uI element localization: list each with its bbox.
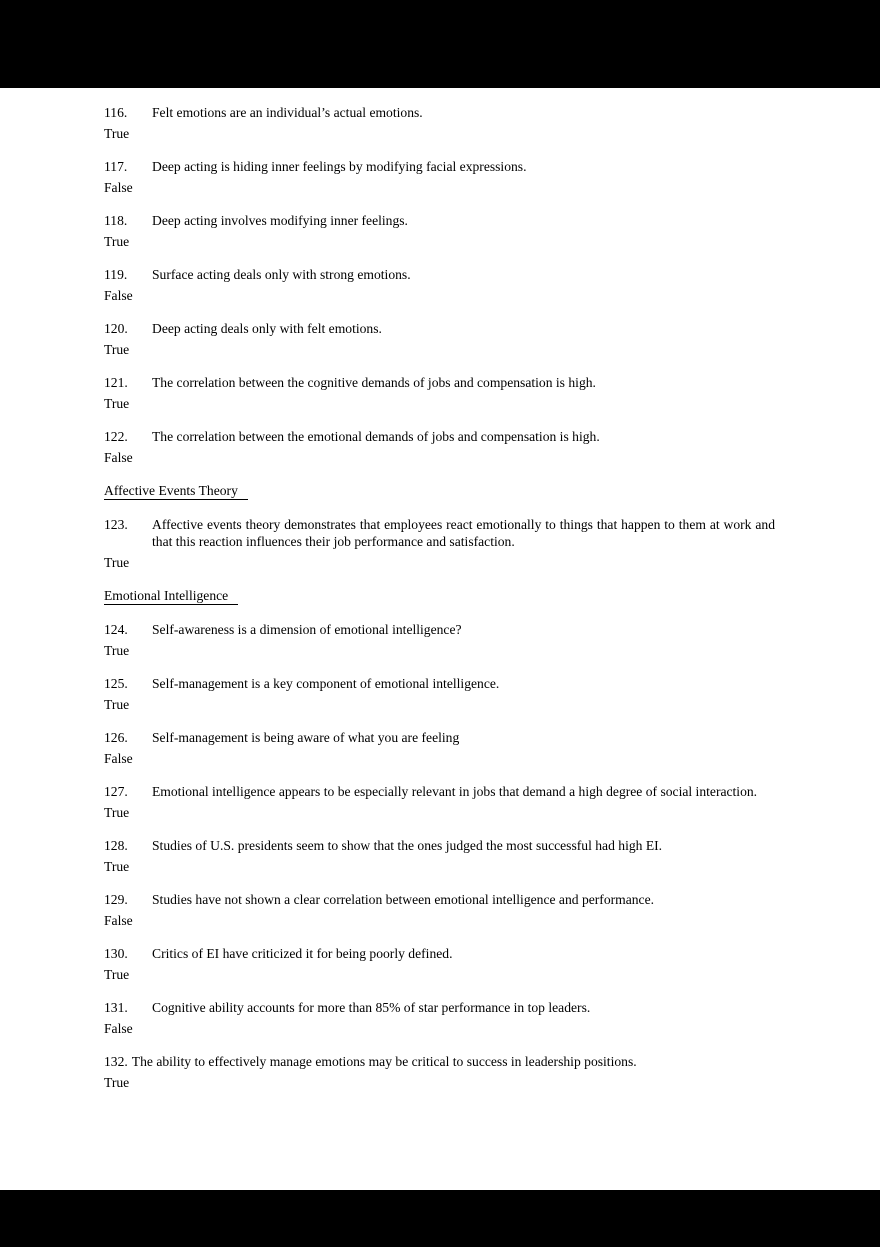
- answer-text: False: [104, 751, 133, 766]
- answer-text: False: [104, 1021, 133, 1036]
- answer-text: True: [104, 555, 130, 570]
- question-line: [104, 1053, 775, 1070]
- question-line: [104, 837, 775, 854]
- question-text: Deep acting is hiding inner feelings by modifying facial expressions.: [152, 159, 527, 174]
- question-line: [104, 891, 775, 908]
- question-item: [104, 158, 775, 196]
- question-text: The correlation between the emotional demands of jobs and compensation is high.: [152, 429, 600, 444]
- question-text: Self-management is being aware of what you are feeling: [152, 730, 460, 745]
- question-text: Surface acting deals only with strong emotions.: [152, 267, 411, 282]
- question-item: [104, 320, 775, 358]
- question-item: [104, 999, 775, 1037]
- answer-text: True: [104, 859, 130, 874]
- question-text: Deep acting involves modifying inner feelings.: [152, 213, 408, 228]
- question-item: [104, 891, 775, 929]
- question-number: 130.: [104, 946, 128, 961]
- question-line: [104, 945, 775, 962]
- question-item: [104, 837, 775, 875]
- question-number: 116.: [104, 105, 128, 120]
- question-text: The correlation between the cognitive demands of jobs and compensation is high.: [152, 375, 596, 390]
- section-heading-block: [104, 587, 775, 605]
- question-line: [104, 999, 775, 1016]
- question-number: 122.: [104, 429, 128, 444]
- question-item: [104, 428, 775, 466]
- question-text: Studies of U.S. presidents seem to show that the ones judged the most successful had high EI.: [152, 838, 663, 853]
- question-line: [104, 158, 775, 175]
- question-text: Felt emotions are an individual’s actual emotions.: [152, 105, 423, 120]
- question-text: The ability to effectively manage emotions may be critical to success in leadership positions.: [131, 1054, 637, 1069]
- answer-text: True: [104, 805, 130, 820]
- question-line: [104, 428, 775, 445]
- answer-text: False: [104, 180, 133, 195]
- question-text: Self-management is a key component of emotional intelligence.: [152, 676, 500, 691]
- question-line: [104, 266, 775, 283]
- question-item: [104, 266, 775, 304]
- question-line: [104, 783, 775, 800]
- question-item: [104, 104, 775, 142]
- question-number: 128.: [104, 838, 128, 853]
- answer-text: False: [104, 288, 133, 303]
- question-item: [104, 516, 775, 571]
- question-number: 123.: [104, 517, 128, 532]
- question-number: 121.: [104, 375, 128, 390]
- question-number: 131.: [104, 1000, 128, 1015]
- question-item: [104, 729, 775, 767]
- question-line: [104, 320, 775, 337]
- answer-text: True: [104, 342, 130, 357]
- question-line: [104, 212, 775, 229]
- section-heading: Affective Events Theory: [104, 483, 248, 500]
- section-heading-block: [104, 482, 775, 500]
- answer-text: True: [104, 697, 130, 712]
- document-page: [0, 88, 880, 1190]
- question-number: 118.: [104, 213, 128, 228]
- question-item: [104, 1053, 775, 1091]
- answer-text: False: [104, 913, 133, 928]
- question-text: Self-awareness is a dimension of emotional intelligence?: [152, 622, 462, 637]
- answer-text: True: [104, 234, 130, 249]
- answer-text: True: [104, 967, 130, 982]
- question-item: [104, 675, 775, 713]
- question-item: [104, 945, 775, 983]
- question-number: 129.: [104, 892, 128, 907]
- question-line: [104, 516, 775, 550]
- question-number: 120.: [104, 321, 128, 336]
- question-number: 117.: [104, 159, 128, 174]
- answer-text: True: [104, 643, 130, 658]
- answer-text: True: [104, 396, 130, 411]
- question-number: 119.: [104, 267, 128, 282]
- question-text: Emotional intelligence appears to be especially relevant in jobs that demand a high degree of social interaction.: [152, 784, 758, 799]
- question-text: Deep acting deals only with felt emotions.: [152, 321, 382, 336]
- question-line: [104, 621, 775, 638]
- question-item: [104, 621, 775, 659]
- question-item: [104, 783, 775, 821]
- question-item: [104, 374, 775, 412]
- question-text: Cognitive ability accounts for more than 85% of star performance in top leaders.: [152, 1000, 591, 1015]
- answer-text: False: [104, 450, 133, 465]
- question-number: 132.: [104, 1054, 128, 1069]
- question-number: 124.: [104, 622, 128, 637]
- question-line: [104, 104, 775, 121]
- question-item: [104, 212, 775, 250]
- question-text: Affective events theory demonstrates that employees react emotionally to things that happen to them at work and that this reaction influences their job performance and satisfaction.: [152, 517, 775, 549]
- question-number: 127.: [104, 784, 128, 799]
- question-line: [104, 374, 775, 391]
- section-heading: Emotional Intelligence: [104, 588, 238, 605]
- answer-text: True: [104, 126, 130, 141]
- question-number: 126.: [104, 730, 128, 745]
- question-line: [104, 729, 775, 746]
- question-text: Studies have not shown a clear correlation between emotional intelligence and performance.: [152, 892, 655, 907]
- question-text: Critics of EI have criticized it for being poorly defined.: [152, 946, 453, 961]
- question-line: [104, 675, 775, 692]
- question-number: 125.: [104, 676, 128, 691]
- answer-text: True: [104, 1075, 130, 1090]
